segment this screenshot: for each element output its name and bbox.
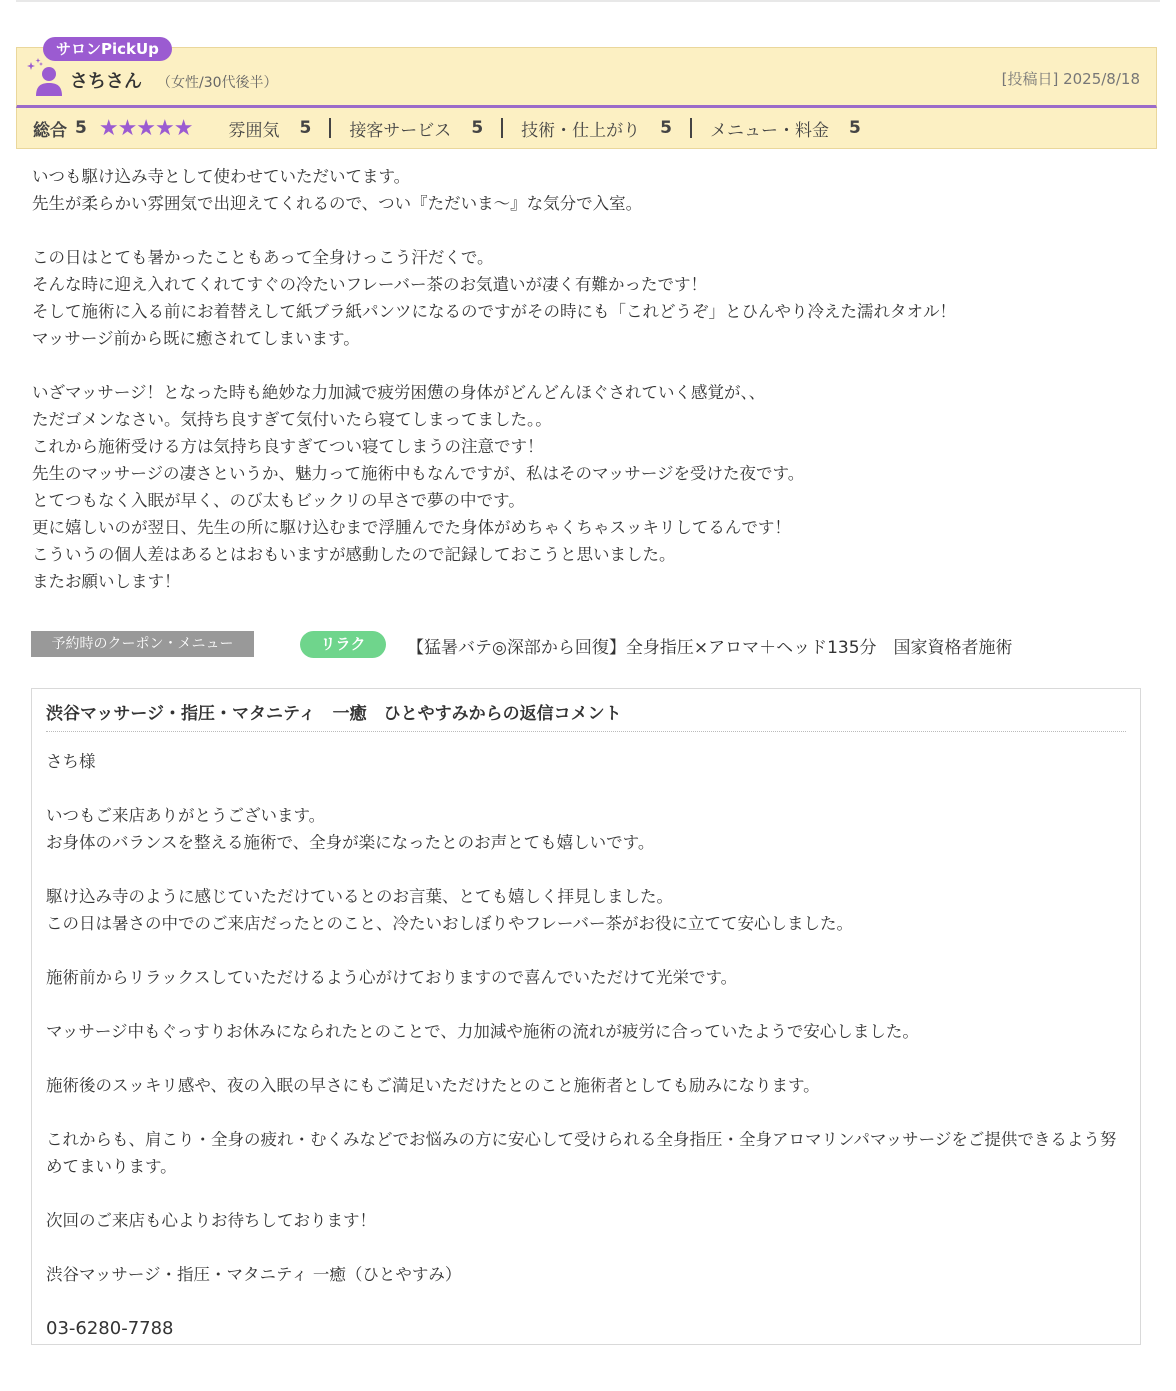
ratings-bar	[16, 108, 1157, 149]
top-divider	[16, 0, 1160, 2]
coupon-category-tag: リラク	[300, 631, 386, 658]
star-rating: ★★★★★	[98, 115, 193, 141]
rating-technique-label: 技術・仕上がり	[521, 120, 641, 141]
coupon-menu-label: 予約時のクーポン・メニュー	[31, 631, 254, 657]
rating-separator	[690, 118, 692, 138]
sparkle-icon	[27, 58, 43, 70]
review-card	[16, 40, 1157, 149]
reviewer-name: さちさん	[70, 71, 142, 92]
rating-separator	[501, 118, 503, 138]
rating-menu-price-value: 5	[849, 118, 861, 138]
reply-text: さち様 いつもご来店ありがとうございます。 お身体のバランスを整える施術で、全身が楽になったとのお声とても嬉しいです。 駆け込み寺のように感じていただけているとのお言葉、とても嬉しく拝見しました。 この日は暑さの中でのご来店だったとのこと、冷たいおしぼりやフレーバー茶がお役に立てて安心しました。 施術前からリラックスしていただけるよう心がけておりますので喜んでいただけて光栄です。 マッサージ中もぐっすりお休みになられたとのことで、力加減や施術の流れが疲労に合っていたようで安心しました。 施術後のスッキリ感や、夜の入眠の早さにもご満足いただけたとのこと施術者としても励みになります。 これからも、肩こり・全身の疲れ・むくみなどでお悩みの方に安心して受けられる全身指圧・全身アロマリンパマッサージをご提供できるよう努めてまいります。 次回のご来店も心よりお待ちしております！ 渋谷マッサージ・指圧・マタニティ 一癒（ひとやすみ）	[46, 752, 1117, 1284]
review-header	[16, 40, 1157, 108]
reply-title: 渋谷マッサージ・指圧・マタニティ 一癒 ひとやすみからの返信コメント	[46, 704, 622, 724]
review-text: いつも駆け込み寺として使わせていただいてます。 先生が柔らかい雰囲気で出迎えてくれるので、つい『ただいま〜』な気分で入室。 この日はとても暑かったこともあって全身けっこう汗だくで。 そんな時に迎え入れてくれてすぐの冷たいフレーバー茶のお気遣いが凄く有難かったです！ そして施術に入る前にお着替えして紙ブラ紙パンツになるのですがその時にも「これどうぞ」とひんやり冷えた濡れタオル！ マッサージ前から既に癒されてしまいます。 いざマッサージ！となった時も絶妙な力加減で疲労困憊の身体がどんどんほぐされていく感覚が、、 ただゴメンなさい。気持ち良すぎて気付いたら寝てしまってました。。 これから施術受ける方は気持ち良すぎてつい寝てしまうの注意です！ 先生のマッサージの凄さというか、魅力って施術中もなんですが、私はそのマッサージを受けた夜です。 とてつもなく入眠が早く、のび太もビックリの早さで夢の中です。 更に嬉しいのが翌日、先生の所に駆け込むまで浮腫んでた身体がめちゃくちゃスッキリしてるんです！ こういうの個人差はあるとはおもいますが感動したので記録しておこうと思いました。 またお願いします！	[32, 167, 956, 591]
post-date: [投稿日] 2025/8/18	[1001, 70, 1140, 88]
reply-phone: 03-6280-7788	[46, 1318, 174, 1339]
rating-service-value: 5	[471, 118, 484, 138]
user-avatar-icon	[25, 56, 65, 98]
rating-separator	[329, 118, 331, 138]
rating-menu-price-label: メニュー・料金	[710, 120, 829, 141]
rating-service-label: 接客サービス	[349, 120, 452, 141]
overall-score: 5	[75, 118, 87, 138]
rating-atmosphere-value: 5	[299, 118, 312, 138]
reply-body	[46, 748, 1126, 1342]
coupon-row	[31, 631, 1151, 659]
rating-technique-value: 5	[660, 118, 672, 138]
coupon-menu-link[interactable]: 【猛暑バテ◎深部から回復】全身指圧×アロマ＋ヘッド135分 国家資格者施術	[407, 638, 1013, 658]
salon-reply-box	[31, 688, 1141, 1345]
salon-pickup-badge: サロンPickUp	[43, 37, 172, 61]
reply-divider	[46, 731, 1126, 732]
overall-label: 総合	[33, 120, 67, 141]
rating-atmosphere-label: 雰囲気	[228, 120, 280, 141]
reviewer-meta: （女性/30代後半）	[157, 75, 278, 91]
